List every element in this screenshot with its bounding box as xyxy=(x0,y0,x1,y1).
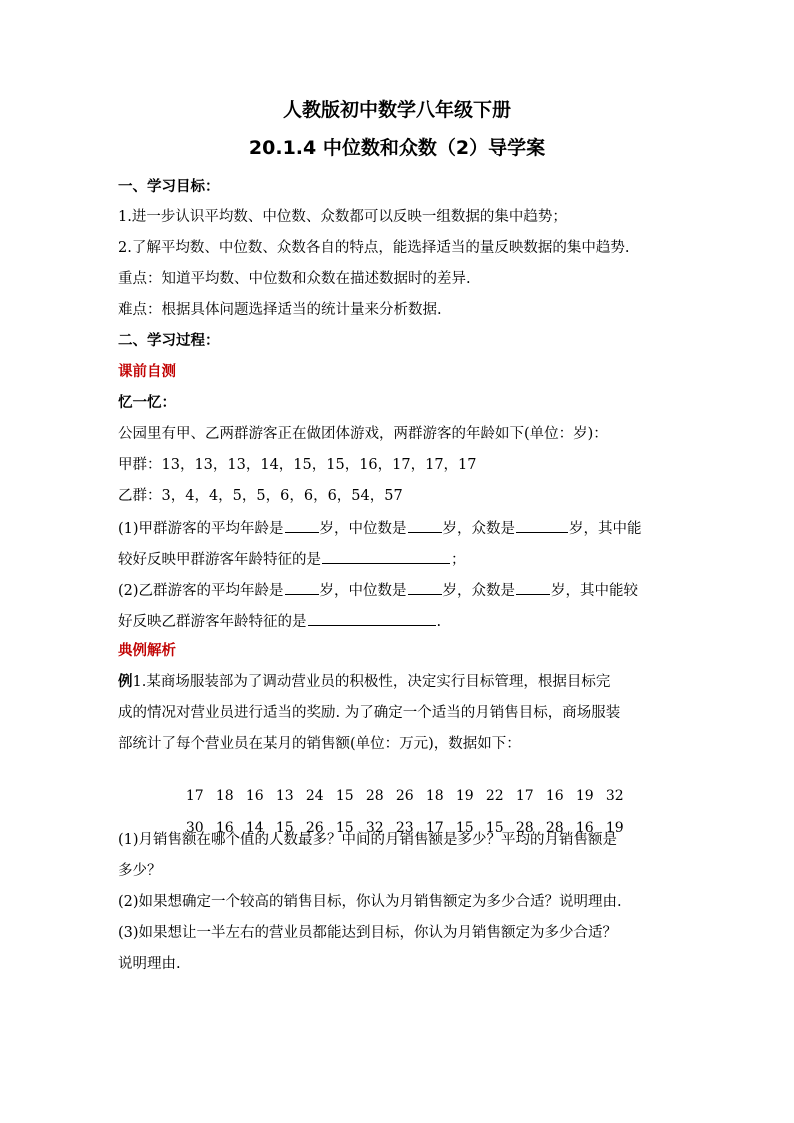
key-point: 重点：知道平均数、中位数和众数在描述数据时的差异. xyxy=(118,271,471,287)
group-b-ages: 乙群：3，4，4，5，5，6，6，6，54，57 xyxy=(118,488,403,504)
difficult-point: 难点：根据具体问题选择适当的统计量来分析数据. xyxy=(118,302,442,318)
recall-heading: 忆一忆： xyxy=(118,395,176,411)
sales-value: 22 xyxy=(485,788,504,804)
example-question-1-line-1: (1)月销售额在哪个值的人数最多？中间的月销售额是多少？平均的月销售额是 xyxy=(118,832,618,848)
q1-mode-blank[interactable] xyxy=(516,517,568,533)
sales-value: 32 xyxy=(365,820,384,836)
q2-feature-blank[interactable] xyxy=(308,610,436,626)
question-2-line-2 xyxy=(118,610,688,632)
objective-item-2: 2.了解平均数、中位数、众数各自的特点，能选择适当的量反映数据的集中趋势. xyxy=(118,240,630,256)
sales-value: 18 xyxy=(425,788,444,804)
example-question-3-line-1: (3)如果想让一半左右的营业员都能达到目标，你认为月销售额定为多少合适？ xyxy=(118,925,618,941)
sales-value: 18 xyxy=(215,788,234,804)
q2-text-f: . xyxy=(436,614,442,630)
q2-mean-blank[interactable] xyxy=(285,579,319,595)
sales-value: 26 xyxy=(305,820,324,836)
sales-value: 28 xyxy=(365,788,384,804)
sales-value: 15 xyxy=(485,820,504,836)
q1-text-c: 岁，众数是 xyxy=(442,521,516,537)
question-1-line-2 xyxy=(118,548,688,570)
sales-value: 16 xyxy=(215,820,234,836)
sales-value: 19 xyxy=(605,820,624,836)
q1-feature-blank[interactable] xyxy=(322,548,450,564)
objectives-heading: 一、学习目标： xyxy=(118,179,220,195)
sales-value: 28 xyxy=(545,820,564,836)
q2-text-a: (2)乙群游客的平均年龄是 xyxy=(118,583,284,599)
sales-value: 14 xyxy=(245,820,264,836)
objective-item-1: 1.进一步认识平均数、中位数、众数都可以反映一组数据的集中趋势； xyxy=(118,209,567,225)
sales-value: 15 xyxy=(335,820,354,836)
example-question-3-line-2: 说明理由. xyxy=(118,956,181,972)
sales-value: 23 xyxy=(395,820,414,836)
sales-value: 15 xyxy=(275,820,294,836)
q1-median-blank[interactable] xyxy=(408,517,442,533)
q2-text-e: 好反映乙群游客年龄特征的是 xyxy=(118,614,307,630)
sales-value: 15 xyxy=(455,820,474,836)
q2-text-c: 岁，众数是 xyxy=(442,583,516,599)
q1-mean-blank[interactable] xyxy=(285,517,319,533)
pretest-intro: 公园里有甲、乙两群游客正在做团体游戏，两群游客的年龄如下(单位：岁)： xyxy=(118,426,608,442)
q1-text-b: 岁，中位数是 xyxy=(319,521,407,537)
sales-value: 17 xyxy=(185,788,204,804)
example-line-3: 部统计了每个营业员在某月的销售额(单位：万元)，数据如下： xyxy=(118,736,521,752)
sales-value: 19 xyxy=(575,788,594,804)
question-2-line-1 xyxy=(118,579,688,601)
example-label: 例 xyxy=(118,674,133,690)
example-line-2: 成的情况对营业员进行适当的奖励. 为了确定一个适当的月销售目标，商场服装 xyxy=(118,705,621,721)
q1-text-d: 岁，其中能 xyxy=(569,521,642,537)
sales-value: 28 xyxy=(515,820,534,836)
example-question-1-line-2: 多少？ xyxy=(118,863,162,879)
sales-value: 30 xyxy=(185,820,204,836)
sales-value: 17 xyxy=(515,788,534,804)
sales-value: 32 xyxy=(605,788,624,804)
group-a-ages: 甲群：13，13，13，14，15，15，16，17，17，17 xyxy=(118,457,477,473)
sales-value: 24 xyxy=(305,788,324,804)
pretest-heading: 课前自测 xyxy=(118,364,176,380)
sales-value: 17 xyxy=(425,820,444,836)
sales-value: 16 xyxy=(575,820,594,836)
process-heading: 二、学习过程： xyxy=(118,333,220,349)
question-1-line-1 xyxy=(118,517,688,539)
sales-value: 15 xyxy=(335,788,354,804)
q1-text-a: (1)甲群游客的平均年龄是 xyxy=(118,521,284,537)
q2-median-blank[interactable] xyxy=(408,579,442,595)
example-heading: 典例解析 xyxy=(118,643,176,659)
q2-text-d: 岁，其中能较 xyxy=(551,583,639,599)
q1-text-f: ； xyxy=(451,552,466,568)
example-text-1: 1.某商场服装部为了调动营业员的积极性，决定实行目标管理，根据目标完 xyxy=(132,674,611,690)
q2-text-b: 岁，中位数是 xyxy=(319,583,407,599)
sales-value: 16 xyxy=(545,788,564,804)
sales-value: 13 xyxy=(275,788,294,804)
q2-mode-blank[interactable] xyxy=(516,579,550,595)
sales-value: 19 xyxy=(455,788,474,804)
document-subtitle: 20.1.4 中位数和众数（2）导学案 xyxy=(248,137,546,159)
example-line-1 xyxy=(118,672,688,692)
sales-value: 16 xyxy=(245,788,264,804)
example-question-2: (2)如果想确定一个较高的销售目标，你认为月销售额定为多少合适？说明理由. xyxy=(118,894,622,910)
document-title: 人教版初中数学八年级下册 xyxy=(282,99,511,121)
q1-text-e: 较好反映甲群游客年龄特征的是 xyxy=(118,552,321,568)
sales-value: 26 xyxy=(395,788,414,804)
